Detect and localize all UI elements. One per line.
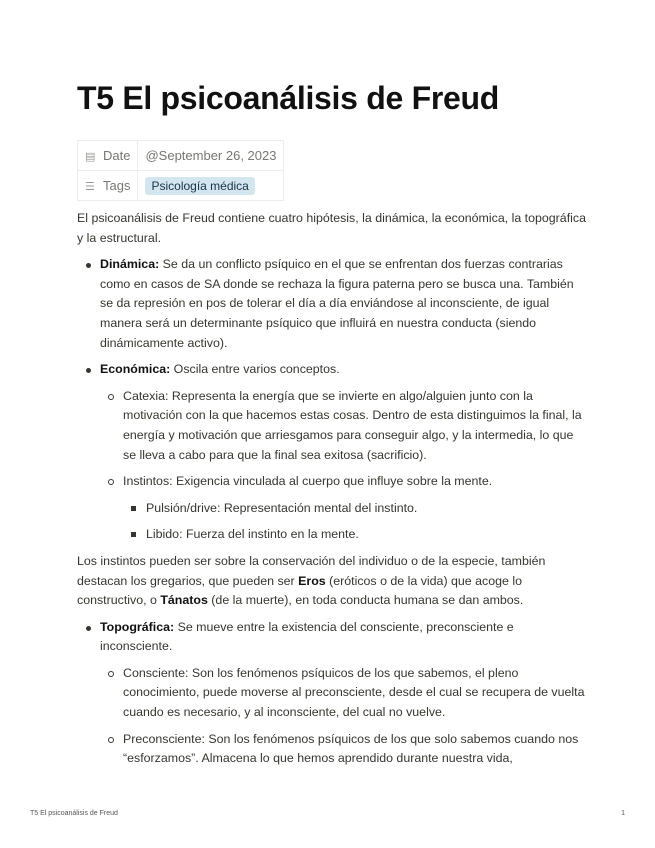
property-value-date[interactable]: @September 26, 2023 <box>138 141 284 171</box>
list-item-consciente: Consciente: Son los fenómenos psíquicos de los que sabemos, el pleno conocimiento, puede moverse al preconsciente, desde el cual se recupera de vuelta cuando es necesario, y al inconsciente, del cual no vuelve. <box>100 664 587 723</box>
list-item-instintos <box>100 472 587 545</box>
properties-table <box>77 140 284 201</box>
hypothesis-list-1 <box>77 255 587 545</box>
date-label: Date <box>103 148 131 163</box>
para2-text-c: (de la muerte), en toda conducta humana se dan ambos. <box>207 593 524 608</box>
term-economica: Económica: <box>100 362 171 377</box>
list-item-preconsciente: Preconsciente: Son los fenómenos psíquicos de los que solo sabemos cuando nos “esforzamos”. Almacena lo que hemos aprendido durante nuestra vida, <box>100 730 587 769</box>
tag-badge[interactable]: Psicología médica <box>145 177 254 195</box>
list-item-libido: Libido: Fuerza del instinto en la mente. <box>123 525 587 545</box>
list-icon: ☰ <box>85 181 95 193</box>
para2-text-a: Los instintos pueden ser sobre la conservación del individuo o de la especie, también destacan los gregarios, que pueden ser <box>77 553 546 588</box>
list-item-catexia: Catexia: Representa la energía que se invierte en algo/alguien junto con la motivación con la que hacemos estas cosas. Dentro de esta distinguimos la final, la energía y motivación que arriesgamos para conseguir algo, y la intermedia, lo que se lleva a cabo para que la final sea exitosa (sacrificio). <box>100 387 587 465</box>
property-row-date <box>78 141 284 171</box>
list-item-pulsion: Pulsión/drive: Representación mental del instinto. <box>123 499 587 519</box>
calendar-icon: ▤ <box>85 151 96 163</box>
property-row-tags <box>78 171 284 201</box>
footer-page-number: 1 <box>621 810 625 817</box>
hypothesis-list-2 <box>77 618 587 769</box>
intro-paragraph: El psicoanálisis de Freud contiene cuatro hipótesis, la dinámica, la económica, la topográfica y la estructural. <box>77 211 586 245</box>
term-topografica: Topográfica: <box>100 619 175 634</box>
topografica-sublist <box>100 664 587 769</box>
text-dinamica: Se da un conflicto psíquico en el que se enfrentan dos fuerzas contrarias como en casos de SA donde se rechaza la figura paterna pero se busca una. También se da represión en pos de tolerar el día a día enviándose al inconsciente, de igual manera será un determinante psíquico que influirá en nuestra conducta (siendo dinámicamente activo). <box>100 257 574 350</box>
economica-sublist <box>100 387 587 545</box>
document-body <box>77 209 587 776</box>
term-dinamica: Dinámica: <box>100 257 160 272</box>
property-value-tags[interactable] <box>138 171 284 201</box>
text-instintos: Instintos: Exigencia vinculada al cuerpo que influye sobre la mente. <box>123 474 493 489</box>
para2-text-b: (eróticos o de la vida) que acoge lo constructivo, o <box>77 573 522 608</box>
tags-label: Tags <box>103 178 131 193</box>
list-item-economica <box>77 360 587 545</box>
term-tanatos: Tánatos <box>160 593 208 608</box>
term-eros: Eros <box>298 573 326 588</box>
page-title: T5 El psicoanálisis de Freud <box>77 80 499 116</box>
text-topografica: Se mueve entre la existencia del consciente, preconsciente e inconsciente. <box>100 619 514 654</box>
footer-doc-title: T5 El psicoanálisis de Freud <box>30 810 118 817</box>
property-key-tags <box>78 171 138 201</box>
list-item-topografica <box>77 618 587 769</box>
list-item-dinamica <box>77 255 587 353</box>
property-key-date <box>78 141 138 171</box>
instintos-sublist <box>123 499 587 545</box>
text-economica: Oscila entre varios conceptos. <box>170 362 340 377</box>
instincts-paragraph <box>77 552 587 611</box>
